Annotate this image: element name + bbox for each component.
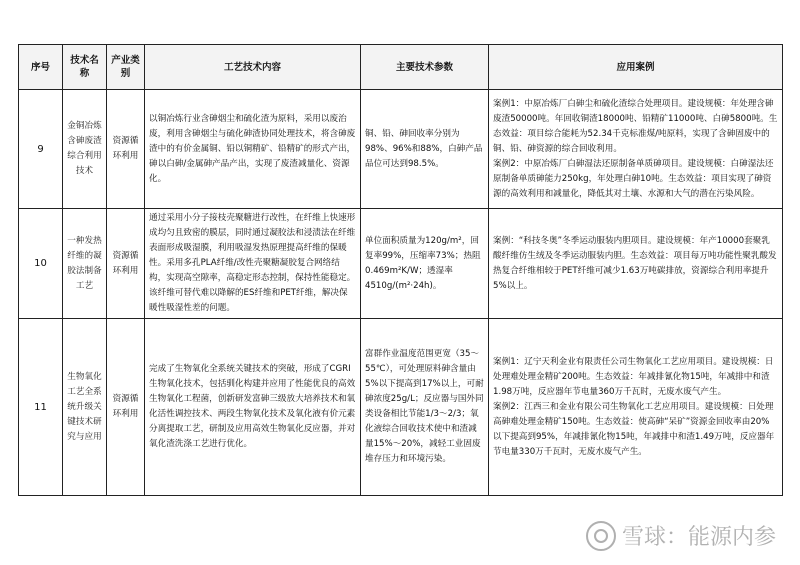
header-category: 产业类别	[107, 45, 145, 90]
row-index: 9	[19, 90, 63, 209]
row-name: 生物氧化工艺全系统升级关键技术研究与应用	[63, 319, 107, 496]
row-params: 单位面积质量为120g/m²，回复率99%，压缩率73%；热阻0.469m²K/W；透湿率4510g/(m²·24h)。	[361, 209, 489, 319]
table-header-row	[19, 45, 783, 90]
row-params: 富群作业温度范围更宽（35～55℃），可处理原料砷含量由5%以下提高到17%以上，可耐砷浓度25g/L；反应器与国外同类设备相比节能1/3～2/3；氧化液综合回收技术使中和渣减量15%～20%，减轻工业固废堆存压力和环境污染。	[361, 319, 489, 496]
header-name: 技术名称	[63, 45, 107, 90]
table-row	[19, 209, 783, 319]
case-text: 案例1：中原冶炼厂白砷尘和硫化渣综合处理项目。建设规模：年处理含砷废渣50000吨。年回收铜渣18000吨、铅精矿11000吨、白砷5800吨。生态效益：项目综合能耗为52.34千克标准煤/吨原料，实现了含砷固废中的铜、铅、砷资源的综合回收利用。	[493, 98, 778, 154]
row-process: 以铜冶炼行业含砷烟尘和硫化渣为原料，采用以废治废，利用含砷烟尘与硫化砷渣协同处理技术，将含砷废渣中的有价金属铜、铅以铜精矿、铅精矿的形式产出，砷以白砷/金属砷产品产出，实现了废渣减量化、资源化。	[145, 90, 361, 209]
case-text: 案例：“科技冬奥”冬季运动服装内胆项目。建设规模：年产10000套聚乳酸纤维仿生绒及冬季运动服装内胆。生态效益：项目每万吨功能性聚乳酸发热复合纤维相较于PET纤维可减少1.63万吨碳排放，资源综合利用率提升5%以上。	[493, 235, 777, 291]
case-text: 案例1：辽宁天利金业有限责任公司生物氧化工艺应用项目。建设规模：日处理难处理金精矿200吨。生态效益：年减排氰化物15吨，年减排中和渣1.98万吨，反应器年节电量360万千瓦时，无废水废气产生。	[493, 356, 774, 397]
row-category: 资源循环利用	[107, 209, 145, 319]
table-row	[19, 90, 783, 209]
row-category: 资源循环利用	[107, 319, 145, 496]
row-name: 金铜冶炼含砷废渣综合利用技术	[63, 90, 107, 209]
row-cases	[489, 90, 783, 209]
header-params: 主要技术参数	[361, 45, 489, 90]
header-process: 工艺技术内容	[145, 45, 361, 90]
case-text: 案例2：江西三和金业有限公司生物氧化工艺应用项目。建设规模：日处理高砷难处理金精矿150吨。生态效益：使高砷“呆矿”资源金回收率由20%以下提高到95%，年减排氰化物15吨，年减排中和渣1.49万吨，反应器年节电量330万千瓦时，无废水废气产生。	[493, 401, 775, 457]
watermark-text: 雪球：能源内参	[621, 525, 776, 550]
header-index: 序号	[19, 45, 63, 90]
technology-table	[18, 44, 783, 496]
case-text: 案例2：中原冶炼厂白砷湿法还原制备单质砷项目。建设规模：白砷湿法还原制备单质砷能力250kg，年处理白砷10吨。生态效益：项目实现了砷资源的高效利用和减量化，降低其对土壤、水源和大气的潜在污染风险。	[493, 158, 774, 199]
row-cases	[489, 319, 783, 496]
row-index: 11	[19, 319, 63, 496]
snowball-logo-icon	[586, 521, 616, 551]
header-cases: 应用案例	[489, 45, 783, 90]
row-process: 完成了生物氧化全系统关键技术的突破，形成了CGRI生物氧化技术，包括驯化构建并应用了性能优良的高效生物氧化工程菌，创新研发富砷三级放大培养技术和氧化活性调控技术、两段生物氧化技术及氧化液有价元素分离提取工艺，研制及应用高效生物氧化反应器，并对氧化渣洗涤工艺进行优化。	[145, 319, 361, 496]
row-cases	[489, 209, 783, 319]
row-process: 通过采用小分子接枝壳聚糖进行改性，在纤维上快速形成均匀且致密的膜层，同时通过凝胶法和浸渍法在纤维表面形成吸湿膜，利用吸湿发热原理提高纤维的保暖性。采用多孔PLA纤维/改性壳聚糖凝胶复合网络结构，实现高空隙率，高稳定形态控制，保持性能稳定。该纤维可替代难以降解的ES纤维和PET纤维，解决保暖性吸湿性差的问题。	[145, 209, 361, 319]
watermark	[586, 520, 776, 551]
table-row	[19, 319, 783, 496]
row-index: 10	[19, 209, 63, 319]
row-name: 一种发热纤维的凝胶法制备工艺	[63, 209, 107, 319]
row-params: 铜、铅、砷回收率分别为98%、96%和88%，白砷产品品位可达到98.5%。	[361, 90, 489, 209]
row-category: 资源循环利用	[107, 90, 145, 209]
